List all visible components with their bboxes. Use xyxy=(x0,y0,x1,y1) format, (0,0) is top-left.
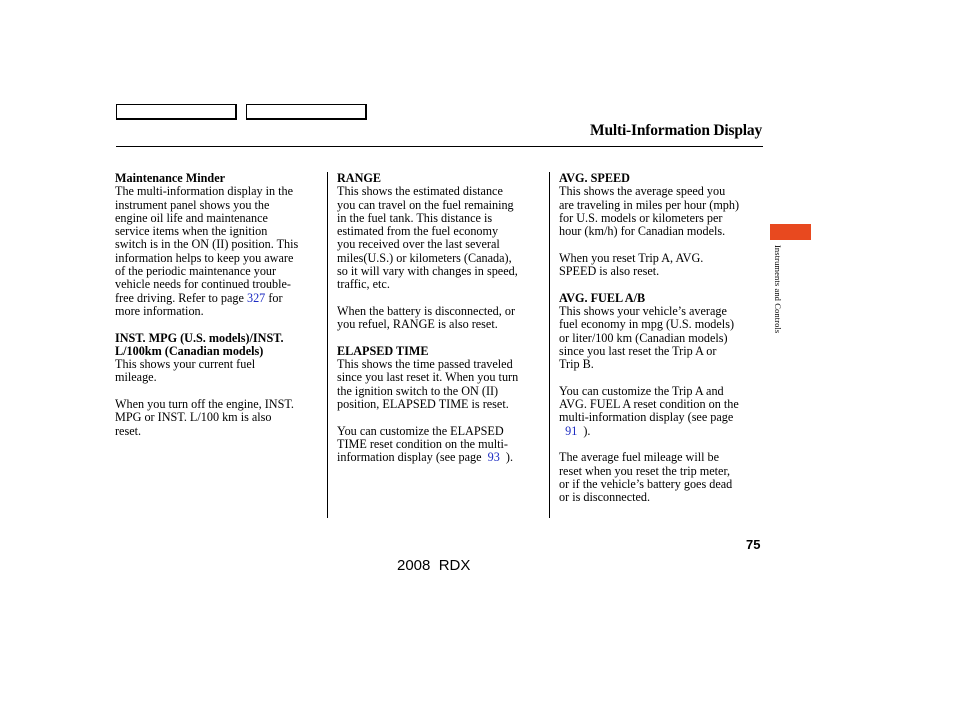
text-column-3 xyxy=(559,172,769,518)
text-line: MPG or INST. L/100 km is also xyxy=(115,410,272,425)
section-heading: RANGE xyxy=(337,171,382,185)
column-divider xyxy=(327,172,328,518)
text-line: This shows the average speed you xyxy=(559,184,726,199)
text-line: This shows your vehicle’s average xyxy=(559,303,727,318)
text-line: you received over the last several xyxy=(337,237,500,252)
text-line: are traveling in miles per hour (mph) xyxy=(559,197,740,212)
page-reference-link[interactable]: 327 xyxy=(246,290,266,305)
text-line: fuel economy in mpg (U.S. models) xyxy=(559,317,734,332)
paragraph xyxy=(559,451,769,504)
text-fragment: for xyxy=(265,290,283,305)
page-number: 75 xyxy=(746,537,761,552)
text-line: for U.S. models or kilometers per xyxy=(559,210,723,225)
nav-button-previous[interactable] xyxy=(116,104,237,120)
text-fragment: ). xyxy=(499,450,513,465)
text-line: You can customize the ELAPSED xyxy=(337,423,504,438)
text-line: The multi-information display in the xyxy=(115,184,294,199)
text-line: since you last reset it. When you turn xyxy=(337,370,519,385)
text-line: reset when you reset the trip meter, xyxy=(559,463,731,478)
footer-model-label: 2008 RDX xyxy=(397,557,471,574)
text-fragment: information display (see page xyxy=(337,450,488,465)
paragraph xyxy=(337,305,547,332)
text-line: in the fuel tank. This distance is xyxy=(337,210,493,225)
text-fragment: free driving. Refer to page xyxy=(115,290,247,305)
paragraph xyxy=(559,172,769,238)
section-side-label-text: Instruments and Controls xyxy=(773,245,783,334)
text-line xyxy=(337,451,547,464)
text-line: Trip B. xyxy=(559,357,594,372)
section-heading: ELAPSED TIME xyxy=(337,343,429,358)
section-tab-marker xyxy=(770,224,811,240)
text-column-2 xyxy=(337,172,547,478)
text-line: SPEED is also reset. xyxy=(559,264,660,279)
text-line: traffic, etc. xyxy=(337,277,390,292)
text-line: information helps to keep you aware xyxy=(115,250,294,265)
text-line: switch is in the ON (II) position. This xyxy=(115,237,299,252)
text-line: hour (km/h) for Canadian models. xyxy=(559,224,726,239)
text-line: multi-information display (see page xyxy=(559,410,734,425)
paragraph xyxy=(115,332,325,385)
text-line: The average fuel mileage will be xyxy=(559,450,720,465)
text-line: or liter/100 km (Canadian models) xyxy=(559,330,728,345)
text-line: mileage. xyxy=(115,370,157,385)
paragraph xyxy=(337,172,547,292)
text-line: service items when the ignition xyxy=(115,224,268,239)
text-line: You can customize the Trip A and xyxy=(559,383,724,398)
text-line: of the periodic maintenance your xyxy=(115,264,277,279)
column-divider xyxy=(549,172,550,518)
page-reference-link[interactable]: 93 xyxy=(487,450,500,465)
text-line: since you last reset the Trip A or xyxy=(559,343,717,358)
section-heading: AVG. FUEL A/B xyxy=(559,290,646,305)
text-line: This shows your current fuel xyxy=(115,357,256,372)
text-line: vehicle needs for continued trouble- xyxy=(115,277,291,292)
text-line: the ignition switch to the ON (II) xyxy=(337,383,499,398)
text-line: position, ELAPSED TIME is reset. xyxy=(337,397,509,412)
text-line: TIME reset condition on the multi- xyxy=(337,436,508,451)
nav-button-next[interactable] xyxy=(246,104,367,120)
text-line: This shows the estimated distance xyxy=(337,184,503,199)
text-column-1 xyxy=(115,172,325,451)
text-line: or is disconnected. xyxy=(559,490,651,505)
text-line: This shows the time passed traveled xyxy=(337,357,513,372)
section-heading: AVG. SPEED xyxy=(559,171,630,185)
paragraph xyxy=(559,292,769,372)
paragraph xyxy=(559,252,769,279)
text-line: miles(U.S.) or kilometers (Canada), xyxy=(337,250,512,265)
paragraph xyxy=(115,398,325,438)
text-line: AVG. FUEL A reset condition on the xyxy=(559,397,739,412)
text-line: or if the vehicle’s battery goes dead xyxy=(559,476,733,491)
text-line: engine oil life and maintenance xyxy=(115,210,268,225)
paragraph xyxy=(337,345,547,411)
text-line: When you reset Trip A, AVG. xyxy=(559,250,704,265)
page-title: Multi-Information Display xyxy=(590,122,762,139)
text-line xyxy=(115,292,325,305)
section-side-label xyxy=(771,245,783,371)
header-divider xyxy=(116,146,763,147)
section-heading: INST. MPG (U.S. models)/INST. xyxy=(115,330,284,345)
text-line xyxy=(559,425,769,438)
text-line: so it will vary with changes in speed, xyxy=(337,264,518,279)
text-fragment: ). xyxy=(577,423,591,438)
text-line: reset. xyxy=(115,423,142,438)
text-line: estimated from the fuel economy xyxy=(337,224,499,239)
text-line: you refuel, RANGE is also reset. xyxy=(337,317,498,332)
text-line: you can travel on the fuel remaining xyxy=(337,197,514,212)
paragraph xyxy=(337,425,547,465)
paragraph xyxy=(115,172,325,318)
section-heading: L/100km (Canadian models) xyxy=(115,343,264,358)
text-line: instrument panel shows you the xyxy=(115,197,270,212)
page-reference-link[interactable]: 91 xyxy=(565,423,578,438)
text-line: When the battery is disconnected, or xyxy=(337,303,516,318)
text-line: When you turn off the engine, INST. xyxy=(115,397,294,412)
section-heading: Maintenance Minder xyxy=(115,171,226,185)
paragraph xyxy=(559,385,769,438)
text-line: more information. xyxy=(115,303,204,318)
